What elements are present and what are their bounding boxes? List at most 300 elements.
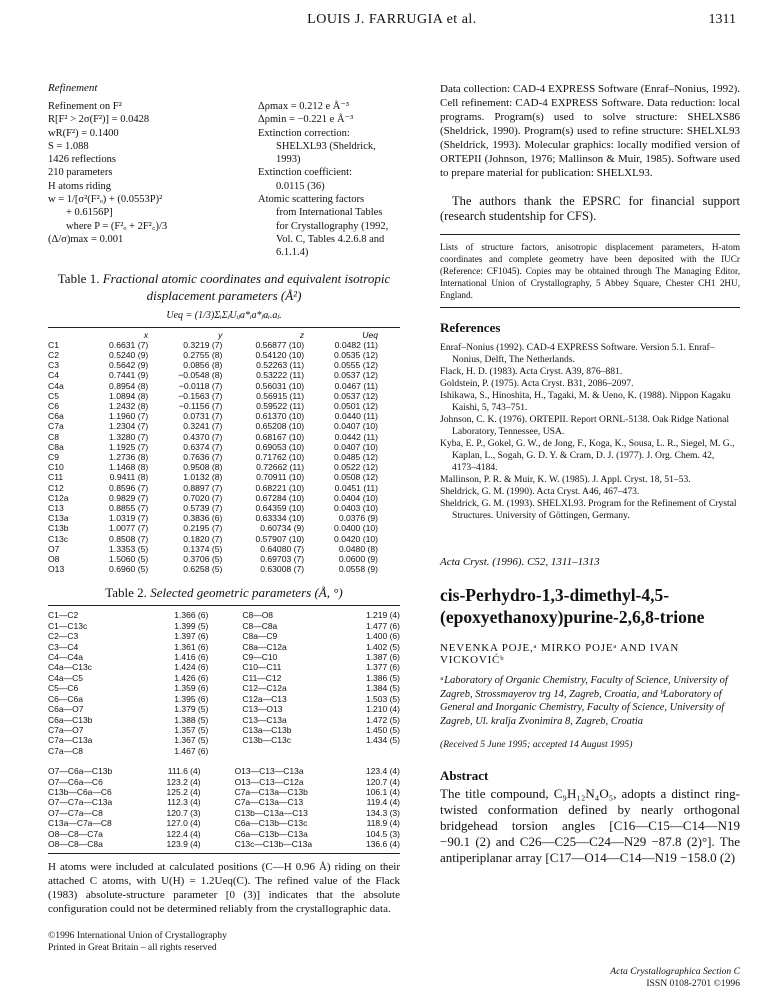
table1-cell: 0.0404 (10) (334, 492, 378, 503)
table2-cell: 1.426 (6) (174, 672, 209, 683)
table-row (48, 462, 378, 472)
table-row (48, 766, 400, 776)
table1-cell: 0.0731 (7) (183, 411, 223, 422)
table1-cell: 0.0522 (12) (334, 462, 378, 473)
table2-cell: C3—C4 (48, 641, 79, 652)
deposit-bottom-rule (440, 307, 740, 308)
table1-body (48, 340, 378, 575)
table1-cell: C11 (48, 472, 64, 483)
abstract-text: The title compound, C₉H₁₂N₄O₅, adopts a distinct ring-twisted conformation defined by nearly orthogonal bridgehead torsion angles [C16—C15—C14—N19 −90.1 (2) and C26—C25—C24—N29 −87.8 (2)°]. The antiperiplanar array [C17—O14—C14—N19 −158.0 (2) (440, 785, 740, 865)
table1-cell: C5 (48, 390, 59, 401)
table1-cell: −0.1563 (7) (178, 390, 223, 401)
table2-cell: 1.467 (6) (174, 745, 209, 756)
table1-cell: 0.3219 (7) (183, 339, 223, 350)
table-row (48, 715, 400, 725)
table2-cell: 1.359 (6) (174, 683, 209, 694)
deposit-note: Lists of structure factors, anisotropic displacement parameters, H-atom coordinates and complete geometry have been deposited with the IUCr (Reference: CF1045). Copies may be obtained through The Managing Editor, International Union of Crystallography, 5 Abbey Square, Chester CH1 2HU, England. (440, 242, 740, 300)
table-row (48, 360, 378, 370)
table1-cell: C13b (48, 523, 69, 534)
refinement-item: H atoms riding (48, 180, 111, 192)
table1-cell: 0.6960 (5) (109, 564, 149, 575)
table1-cell: 1.1960 (7) (109, 411, 149, 422)
table1-cell: 1.0077 (7) (109, 523, 149, 534)
table1-cell: C12a (48, 492, 69, 503)
table1-cell: C13c (48, 533, 69, 544)
table2-cell: 134.3 (3) (365, 807, 400, 818)
table-row (48, 818, 400, 828)
table-row (48, 544, 378, 554)
table1-cell: 0.53222 (11) (256, 370, 305, 381)
table1-cell: C12 (48, 482, 64, 493)
table-row (48, 534, 378, 544)
table2-bonds-body (48, 610, 400, 756)
table2-cell: 127.0 (4) (166, 818, 201, 829)
table1-cell: 1.3280 (7) (109, 431, 149, 442)
refinement-item: for Crystallography (1992, (276, 220, 389, 232)
table1-cell: C3 (48, 360, 59, 371)
refinement-item: Extinction correction: (258, 127, 350, 139)
table1-cell: C4 (48, 370, 59, 381)
table-row (48, 340, 378, 350)
table2-cell: 119.4 (4) (366, 797, 400, 808)
table-row (48, 564, 378, 574)
table-row (48, 432, 378, 442)
table2-cell: C6a—C13b (48, 714, 93, 725)
reference-item: Goldstein, P. (1975). Acta Cryst. B31, 2086–2097. (440, 378, 634, 389)
refinement-item: 1993) (276, 154, 301, 166)
article-authors: NEVENKA POJE,ᵃ MIRKO POJEᵃ AND IVAN VICKOVIĆᵇ (440, 642, 680, 666)
table1-cell: 0.1374 (5) (183, 543, 223, 554)
table1-cell: C8 (48, 431, 59, 442)
page-header (0, 8, 784, 30)
table1-cell: 0.71762 (10) (255, 452, 305, 462)
reference-item: Kyba, E. P., Gokel, G. W., de Jong, F., Koga, K., Sousa, L. R., Siegel, M. G., Kaplan, L., Sogah, G. D. Y. & Cram, D. J. (1977). J. Org. Chem. 42, 4173–4184. (440, 438, 735, 473)
table2-cell: C8—O8 (242, 610, 274, 621)
refinement-item: Δρmin = −0.221 e Å⁻³ (258, 114, 354, 126)
table1-cell: 0.0558 (9) (338, 564, 378, 575)
table2-angles-body (48, 766, 400, 849)
reference-item: Johnson, C. K. (1976). ORTEPII. Report ORNL-5138. Oak Ridge National Laboratory, Tennessee, USA. (440, 414, 730, 437)
table1-cell: 0.8897 (7) (183, 482, 223, 493)
refinement-heading: Refinement (48, 82, 98, 94)
table1-header-cell: Ueq (362, 329, 378, 340)
table2-cell: C6a—C13b—C13a (234, 828, 308, 839)
table1-cell: 0.0440 (11) (334, 411, 378, 422)
table2-cell: 1.361 (6) (174, 641, 209, 652)
table2-cell: 1.503 (5) (365, 693, 400, 704)
table2-cell: O8—C8—C7a (48, 828, 103, 839)
table2-cell: 104.5 (3) (365, 828, 400, 839)
running-title: LOUIS J. FARRUGIA et al. (307, 12, 477, 27)
table1-cell: 0.0451 (11) (334, 482, 378, 493)
table1-cell: 0.8855 (7) (109, 503, 149, 514)
table1-header-row (48, 330, 378, 340)
table1-cell: −0.1156 (7) (178, 400, 223, 411)
table1-cell: 0.68221 (10) (255, 482, 305, 493)
table1-title: Fractional atomic coordinates and equivalent isotropic displacement parameters (Å²) (102, 270, 391, 303)
table2-cell (339, 746, 400, 756)
table1-cell: 0.8508 (7) (109, 533, 149, 544)
table-row (48, 621, 400, 631)
table2-cell: 1.386 (5) (365, 672, 400, 683)
refinement-item: 6.1.1.4) (276, 247, 309, 259)
table1-cell: O7 (48, 543, 60, 554)
table2-cell: 123.4 (4) (365, 766, 400, 777)
table2-cell: C7a—C8 (48, 745, 83, 756)
table2-cell: O7—C7a—C8 (48, 807, 103, 818)
table-row (48, 401, 378, 411)
table1-cell: 0.67284 (10) (255, 492, 305, 503)
refinement-item: 1426 reflections (48, 154, 116, 166)
table1-top-rule (48, 327, 400, 328)
table1-cell: 0.5642 (9) (109, 360, 149, 371)
table-row (48, 503, 378, 513)
table2-cell: 1.377 (6) (365, 662, 400, 673)
refinement-left-list (48, 100, 238, 260)
table1-cell: C13 (48, 503, 64, 514)
table1-cell: 0.63008 (7) (260, 564, 305, 575)
table2-cell: 1.388 (5) (174, 714, 209, 725)
table1-cell: 0.65208 (10) (255, 421, 305, 432)
table2-cell: C13a—C13b (242, 724, 292, 735)
refinement-item: Extinction coefficient: (258, 167, 352, 179)
right-column (440, 82, 740, 866)
table2-cell: 1.397 (6) (174, 631, 209, 642)
table1-cell: 0.57907 (10) (255, 533, 305, 544)
table1-cell: 0.8596 (7) (109, 482, 149, 493)
article-title: cis-Perhydro-1,3-dimethyl-4,5-(epoxyethanoxy)purine-2,6,8-trione (440, 585, 705, 627)
table-row (48, 493, 378, 503)
table2-cell: O7—C7a—C13a (48, 797, 113, 808)
table1-caption (48, 270, 400, 304)
table2-cell: 1.399 (5) (174, 620, 209, 631)
table1-cell: 1.2432 (8) (109, 400, 149, 411)
table2-cell: 106.1 (4) (365, 786, 400, 797)
table-row (48, 483, 378, 493)
table1-cell: 0.0407 (10) (334, 421, 378, 432)
table2-cell: C10—C11 (242, 662, 282, 673)
table1-cell: 0.6374 (7) (183, 441, 223, 452)
table2-cell: C6a—O7 (48, 704, 84, 715)
table-row (48, 391, 378, 401)
table1-cell: 0.0482 (11) (334, 339, 378, 350)
table2-cell: C4a—C13c (48, 662, 92, 673)
table2-cell: 1.384 (5) (365, 683, 400, 694)
refinement-item: w = 1/[σ²(F²ₒ) + (0.0553P)² (48, 194, 163, 206)
table2-cell: O7—C6a—C6 (48, 776, 103, 787)
table2-cell: 1.366 (6) (174, 610, 209, 621)
table1-cell: 0.5739 (7) (183, 503, 223, 514)
table-row (48, 554, 378, 564)
table2-cell: C12a—C13 (242, 693, 287, 704)
table1-cell: 0.63334 (10) (255, 513, 305, 524)
table2-cell: C6—C6a (48, 693, 83, 704)
table2-cell: C12—C12a (242, 683, 287, 694)
acknowledgement: The authors thank the EPSRC for financial support (research studentship for CFS). (440, 194, 740, 223)
table1-cell: 1.3353 (5) (109, 543, 149, 554)
table1-cell: 0.5240 (9) (109, 349, 149, 360)
table2-cell: C13—C13a (242, 714, 287, 725)
printed-line: Printed in Great Britain – all rights reserved (48, 942, 217, 954)
table1-cell: C7a (48, 421, 64, 432)
table-row (48, 683, 400, 693)
table1-cell: 0.1820 (7) (183, 533, 223, 544)
table2-cell: C11—C12 (242, 672, 282, 683)
table1-cell: 1.0132 (8) (183, 472, 223, 483)
table1-cell: 0.0400 (10) (334, 523, 378, 534)
table-row (48, 652, 400, 662)
reference-item: Flack, H. D. (1983). Acta Cryst. A39, 876–881. (440, 366, 623, 377)
table-row (48, 452, 378, 462)
reference-item: Sheldrick, G. M. (1993). SHELXL93. Program for the Refinement of Crystal Structures. University of Göttingen, Germany. (440, 498, 737, 521)
table2-cell: C1—C13c (48, 620, 88, 631)
abstract-heading: Abstract (440, 767, 489, 783)
table1-cell: C1 (48, 339, 59, 350)
reference-item: Enraf–Nonius (1992). CAD-4 EXPRESS Software. Version 5.1. Enraf–Nonius, Delft, The Netherlands. (440, 342, 715, 365)
table1-cell: 1.2304 (7) (109, 421, 149, 432)
table2-cell: C6a—C13b—C13c (234, 818, 308, 829)
table2-cell: 1.379 (5) (174, 704, 209, 715)
table2-cell: C5—C6 (48, 683, 79, 694)
table2-cell: 1.395 (6) (174, 693, 209, 704)
table1-cell: 0.7636 (7) (183, 452, 223, 462)
table1-cell: 0.0467 (11) (334, 380, 378, 391)
table2-cell: O13—C13—C13a (234, 766, 304, 777)
table1-cell: 0.64359 (10) (255, 503, 305, 514)
refinement-item: SHELXL93 (Sheldrick, (276, 140, 376, 152)
table2-cell: C13b—C13c (242, 735, 291, 746)
table1-cell: 0.6631 (7) (109, 339, 149, 350)
table2-cell: 123.2 (4) (166, 776, 201, 787)
refinement-item: where P = (F²ₒ + 2F²꜀)/3 (66, 220, 168, 232)
copyright-footer (48, 930, 400, 954)
refinement-item: S = 1.088 (48, 140, 89, 152)
table-row (48, 746, 400, 756)
table1-cell: 0.6258 (5) (183, 564, 223, 575)
table1-cell: 0.0535 (12) (334, 349, 378, 360)
table1-cell: C6a (48, 411, 64, 422)
table-row (48, 735, 400, 745)
table2-cell (232, 746, 338, 756)
table2-top-rule (48, 605, 400, 606)
table1-cell: C13a (48, 513, 69, 524)
table-row (48, 642, 400, 652)
table2-cell: 1.402 (5) (365, 641, 400, 652)
reference-item: Ishikawa, S., Hinoshita, H., Tagaki, M. & Ueno, K. (1988). Nippon Kagaku Kaishi, 5, 743–751. (440, 390, 731, 413)
table-row (48, 694, 400, 704)
table-row (48, 839, 400, 849)
table2-cell: 122.4 (4) (166, 828, 201, 839)
table2-cell: C8a—C9 (242, 631, 278, 642)
table1-cell: 0.8954 (8) (109, 380, 149, 391)
table2-cell: O8—C8—C8a (48, 838, 103, 849)
deposit-top-rule (440, 234, 740, 235)
table2-cell: 120.7 (4) (365, 776, 400, 787)
table1-cell: 0.68167 (10) (255, 431, 305, 442)
table1-cell: 0.72662 (11) (256, 462, 305, 473)
table1-cell: C4a (48, 380, 64, 391)
table1-cell: 1.2736 (8) (109, 452, 149, 462)
refinement-item: from International Tables (276, 207, 383, 219)
table2-title: Selected geometric parameters (Å, °) (150, 585, 343, 601)
table2-cell: C13b—C6a—C6 (48, 786, 112, 797)
table2-caption (48, 584, 400, 601)
table-row (48, 381, 378, 391)
table1 (48, 330, 378, 575)
table2-cell: 1.387 (6) (365, 652, 400, 663)
table2-bottom-rule (48, 853, 400, 854)
table2-cell: C2—C3 (48, 631, 79, 642)
table1-cell: 0.56877 (10) (255, 339, 305, 350)
received-dates: (Received 5 June 1995; accepted 14 August 1995) (440, 739, 633, 750)
table1-cell: −0.0118 (7) (178, 380, 223, 391)
table2-cell: C8—C8a (242, 620, 278, 631)
refinement-item: + 0.6156P] (66, 207, 113, 219)
table-row (48, 513, 378, 523)
page-number: 1311 (708, 12, 736, 27)
table1-cell: 0.0856 (8) (183, 360, 223, 371)
table1-cell: 0.3836 (6) (183, 513, 223, 524)
refinement-item: 210 parameters (48, 167, 113, 179)
table2-cell: 125.2 (4) (166, 786, 201, 797)
reference-item: Mallinson, P. R. & Muir, K. W. (1985). J. Appl. Cryst. 18, 51–53. (440, 474, 691, 485)
table1-cell: 1.1925 (7) (109, 441, 149, 452)
table1-cell: 0.9829 (7) (109, 492, 149, 503)
table1-cell: 0.0480 (8) (338, 543, 378, 554)
refinement-item: 0.0115 (36) (276, 180, 325, 192)
table-row (48, 808, 400, 818)
table2-cell: C4—C4a (48, 652, 83, 663)
table2-cell: 1.450 (5) (365, 724, 400, 735)
table-row (48, 777, 400, 787)
table-row (48, 787, 400, 797)
table2-cell: C7a—O7 (48, 724, 84, 735)
table1-header-cell: y (218, 329, 223, 340)
reference-item: Sheldrick, G. M. (1990). Acta Cryst. A46, 467–473. (440, 486, 640, 497)
table1-cell: 0.70911 (10) (256, 472, 305, 483)
table1-label: Table 1. (57, 270, 100, 286)
table-row (48, 370, 378, 380)
table2-cell: C7a—C13a—C13b (234, 786, 308, 797)
table2-cell: 136.6 (4) (365, 838, 400, 849)
table2-cell: 1.477 (6) (365, 620, 400, 631)
table-row (48, 411, 378, 421)
journal-citation: Acta Cryst. (1996). C52, 1311–1313 (440, 556, 600, 568)
table2-cell: C7a—C13a (48, 735, 93, 746)
table-row (48, 421, 378, 431)
table1-cell: 0.3706 (5) (183, 554, 223, 565)
table-row (48, 673, 400, 683)
table1-cell: 1.5060 (5) (109, 554, 149, 565)
table2-cell: 111.6 (4) (167, 766, 201, 777)
table1-cell: 0.7020 (7) (183, 492, 223, 503)
references-heading: References (440, 320, 501, 335)
table1-cell: 0.0501 (12) (334, 400, 378, 411)
table-row (48, 797, 400, 807)
table1-header-cell (48, 330, 82, 340)
table1-cell: O8 (48, 554, 60, 565)
table2-cell: C4a—C5 (48, 672, 83, 683)
table1-cell: 0.9411 (8) (109, 472, 149, 483)
table1-cell: C8a (48, 441, 64, 452)
data-collection-paragraph: Data collection: CAD-4 EXPRESS Software (Enraf–Nonius, 1992). Cell refinement: CAD-4 EXPRESS Software. Data reduction: local programs. Program(s) used to solve structure: SHELXS86 (Sheldrick, 1990). Program(s) used to refine structure: SHELXL93 (Sheldrick, 1993). Molecular graphics: locally modified version of ORTEPII (Johnson, 1976; Mallinson & Muir, 1985). Software used to prepare material for publication: SHELXL93. (440, 83, 740, 179)
table1-cell: 0.3241 (7) (183, 421, 223, 432)
journal-footer-issn: ISSN 0108-2701 ©1996 (646, 978, 740, 989)
table2-cell: 118.9 (4) (366, 818, 400, 829)
journal-footer (560, 966, 740, 990)
refinement-block (48, 100, 400, 260)
table2-cell: 1.357 (5) (174, 724, 209, 735)
table1-cell: 1.0319 (7) (109, 513, 149, 524)
table2-cell: C13c—C13b—C13a (234, 838, 313, 849)
refinement-right-list (258, 100, 388, 260)
table1-cell: 0.2195 (7) (183, 523, 223, 534)
article-affiliation: ᵃLaboratory of Organic Chemistry, Faculty of Science, University of Zagreb, Strossmayerov trg 14, Zagreb, Croatia, and ᵇLaboratory of General and Inorganic Chemistry, Faculty of Science, University of Zagreb, Ul. kralja Zvonimira 8, Zagreb, Croatia (440, 675, 728, 727)
table1-cell: 0.60734 (9) (260, 523, 305, 534)
table1-cell: 0.52263 (11) (256, 360, 305, 371)
table1-cell: C2 (48, 349, 59, 360)
table2-angles (48, 766, 400, 849)
table1-cell: −0.0548 (8) (178, 370, 223, 381)
table2-cell: C1—C2 (48, 610, 79, 621)
ueq-formula: Ueq = (1/3)ΣᵢΣⱼUᵢⱼa*ᵢa*ⱼaᵢ.aⱼ. (166, 309, 282, 321)
table2-cell: 1.434 (5) (365, 735, 400, 746)
table2-cell: 120.7 (3) (166, 807, 201, 818)
table-row (48, 442, 378, 452)
table2-bonds (48, 610, 400, 756)
table1-cell: 0.69703 (7) (260, 554, 305, 565)
table2-cell: 123.9 (4) (166, 838, 201, 849)
table-row (48, 829, 400, 839)
journal-footer-name: Acta Crystallographica Section C (610, 966, 740, 977)
table1-cell: 0.0600 (9) (338, 554, 378, 565)
table2-label: Table 2. (105, 585, 147, 601)
table2-cell: C7a—C13a—C13 (234, 797, 304, 808)
table1-cell: C10 (48, 462, 64, 473)
table1-cell: O13 (48, 564, 65, 575)
table1-cell: 0.0537 (12) (334, 370, 378, 381)
table-row (48, 472, 378, 482)
refinement-item: Refinement on F² (48, 101, 122, 112)
refinement-item: wR(F²) = 0.1400 (48, 127, 119, 139)
table-row (48, 725, 400, 735)
table-row (48, 631, 400, 641)
refinement-item: Atomic scattering factors (258, 194, 365, 206)
table1-header-cell: z (299, 329, 305, 340)
table1-cell: 0.9508 (8) (183, 462, 223, 473)
table1-cell: 0.64080 (7) (260, 543, 305, 554)
table1-cell: 0.69053 (10) (255, 441, 305, 452)
table1-cell: 0.2755 (8) (183, 349, 223, 360)
table2-cell: 1.210 (4) (365, 704, 400, 715)
copyright-line: ©1996 International Union of Crystallography (48, 930, 227, 942)
table2-cell: 1.400 (6) (365, 631, 400, 642)
table1-cell: 1.1468 (8) (109, 462, 149, 473)
table-row (48, 662, 400, 672)
table-row (48, 704, 400, 714)
table2-cell: C13b—C13a—C13 (234, 807, 308, 818)
table1-cell: 0.0485 (12) (334, 452, 378, 462)
table1-cell: 1.0894 (8) (109, 390, 149, 401)
left-column (48, 82, 400, 954)
table1-cell: 0.0420 (10) (334, 533, 378, 544)
table2-cell: O13—C13—C12a (234, 776, 304, 787)
table1-cell: 0.0407 (10) (334, 441, 378, 452)
references-list (440, 342, 740, 522)
table-row (48, 350, 378, 360)
table2-cell: 1.416 (6) (174, 652, 209, 663)
table1-cell: C6 (48, 400, 59, 411)
